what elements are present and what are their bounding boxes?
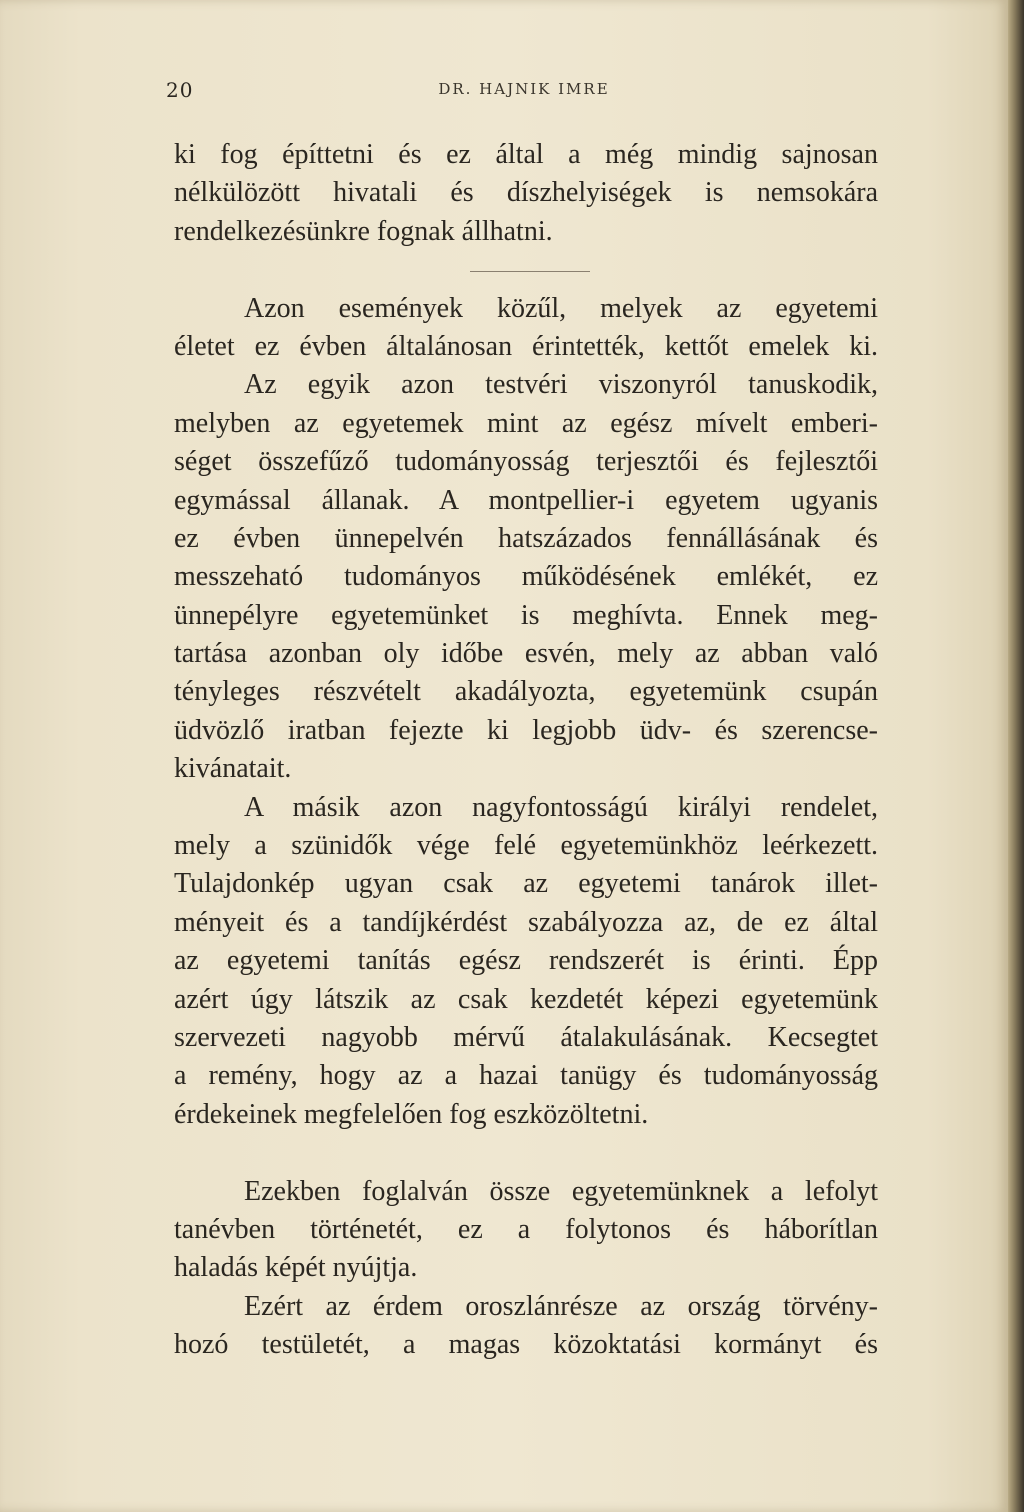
page-edge-shadow: [1008, 0, 1024, 1512]
text-line: Ezért az érdem oroszlánrésze az ország törvény-: [244, 1290, 878, 1322]
text-line: rendelkezésünkre fognak állhatni.: [174, 215, 553, 247]
text-line: tartása azonban oly időbe esvén, mely az abban való: [174, 638, 878, 670]
text-line: kivánatait.: [174, 753, 292, 785]
text-line: tényleges részvételt akadályozta, egyetemünk csupán: [174, 676, 878, 708]
text-line: a remény, hogy az a hazai tanügy és tudományosság: [174, 1060, 878, 1092]
text-line: Tulajdonkép ugyan csak az egyetemi tanárok illet-: [174, 868, 878, 900]
text-line: tanévben történetét, ez a folytonos és háborítlan: [174, 1213, 878, 1245]
text-line: ünnepélyre egyetemünket is meghívta. Ennek meg-: [174, 599, 878, 631]
text-line: hozó testületét, a magas közoktatási kormányt és: [174, 1329, 878, 1361]
text-line: ez évben ünnepelvén hatszázados fennállásának és: [174, 522, 878, 554]
text-line: séget összefűző tudományosság terjesztői és fejlesztői: [174, 446, 878, 478]
text-line: üdvözlő iratban fejezte ki legjobb üdv- és szerencse-: [174, 714, 878, 746]
paragraph-gap: [174, 1134, 878, 1172]
text-line: életet ez évben általánosan érintették, kettőt emelek ki.: [174, 330, 878, 362]
text-line: egymással állanak. A montpellier-i egyetem ugyanis: [174, 484, 878, 516]
text-line: mely a szünidők vége felé egyetemünkhöz leérkezett.: [174, 830, 878, 862]
text-line: Az egyik azon testvéri viszonyról tanuskodik,: [244, 369, 878, 401]
text-line: messzeható tudományos működésének emlékét, ez: [174, 561, 878, 593]
page-number: 20: [166, 78, 194, 102]
text-line: érdekeinek megfelelően fog eszközöltetni.: [174, 1098, 649, 1130]
page-header: [166, 78, 882, 106]
text-line: szervezeti nagyobb mérvű átalakulásának. Kecsegtet: [174, 1021, 878, 1053]
text-line: az egyetemi tanítás egész rendszerét is érinti. Épp: [174, 945, 878, 977]
section-divider: [174, 251, 878, 289]
text-line: azért úgy látszik az csak kezdetét képezi egyetemünk: [174, 983, 878, 1015]
text-line: melyben az egyetemek mint az egész mívelt emberi-: [174, 407, 878, 439]
text-line: ményeit és a tandíjkérdést szabályozza az, de ez által: [174, 906, 878, 938]
text-line: Azon események közűl, melyek az egyetemi: [244, 292, 878, 324]
running-head: DR. HAJNIK IMRE: [438, 80, 610, 98]
body-text: [174, 136, 878, 1365]
text-line: haladás képét nyújtja.: [174, 1252, 418, 1284]
text-line: Ezekben foglalván össze egyetemünknek a lefolyt: [244, 1175, 878, 1207]
text-line: ki fog építtetni és ez által a még mindig sajnosan: [174, 139, 878, 170]
text-line: A másik azon nagyfontosságú királyi rendelet,: [244, 791, 878, 823]
text-line: nélkülözött hivatali és díszhelyiségek is nemsokára: [174, 177, 878, 209]
